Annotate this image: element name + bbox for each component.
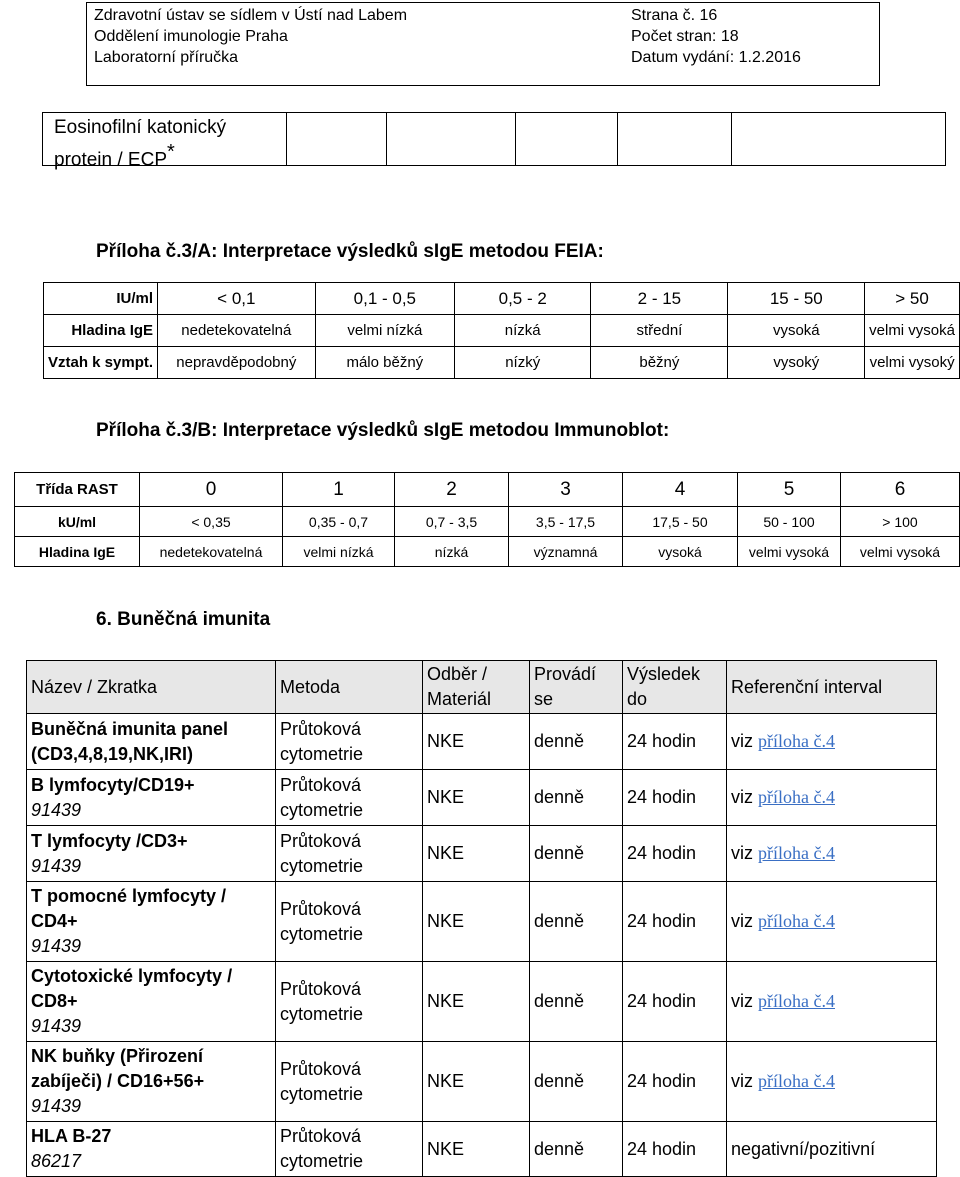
test-method: Průtoková cytometrie <box>276 826 423 882</box>
table-cell: 15 - 50 <box>728 283 865 315</box>
appendix-link[interactable]: příloha č.4 <box>758 843 835 863</box>
ecp-row <box>42 112 946 171</box>
table-cell: 3,5 - 17,5 <box>509 507 623 537</box>
table-cell: 1 <box>283 473 395 507</box>
test-method: Průtoková cytometrie <box>276 714 423 770</box>
test-performed: denně <box>530 882 623 962</box>
test-sample: NKE <box>423 962 530 1042</box>
col-header-name: Název / Zkratka <box>27 661 276 714</box>
table-cell: velmi vysoký <box>865 347 960 379</box>
table-cell: nepravděpodobný <box>158 347 316 379</box>
test-reference <box>727 714 937 770</box>
test-method: Průtoková cytometrie <box>276 962 423 1042</box>
cellular-title: 6. Buněčná imunita <box>96 609 271 630</box>
table-cell: 17,5 - 50 <box>623 507 738 537</box>
ref-prefix: viz <box>731 991 753 1011</box>
test-name-text: HLA B-27 <box>31 1126 112 1146</box>
test-reference <box>727 1122 937 1177</box>
test-performed: denně <box>530 770 623 826</box>
test-code: 91439 <box>31 799 82 820</box>
test-performed: denně <box>530 826 623 882</box>
test-result: 24 hodin <box>623 1042 727 1122</box>
table-row <box>27 826 937 882</box>
ecp-label <box>54 115 226 172</box>
table-cell: střední <box>591 315 728 347</box>
table-row <box>27 1122 937 1177</box>
table-cell: běžný <box>591 347 728 379</box>
test-name <box>27 714 276 770</box>
test-name <box>27 826 276 882</box>
table-row <box>44 347 960 379</box>
table-cell: 5 <box>738 473 841 507</box>
test-method: Průtoková cytometrie <box>276 1122 423 1177</box>
table-row <box>27 714 937 770</box>
appendix-link[interactable]: příloha č.4 <box>758 787 835 807</box>
document-header <box>86 2 880 86</box>
test-code: 91439 <box>31 1096 82 1116</box>
ecp-asterisk: * <box>167 141 175 163</box>
test-name <box>27 882 276 962</box>
table-cell: nízká <box>395 537 509 567</box>
ref-prefix: viz <box>731 787 753 807</box>
ecp-divider <box>386 113 387 165</box>
table-row <box>15 507 960 537</box>
table-row <box>27 770 937 826</box>
table-cell: vysoký <box>728 347 865 379</box>
table-cell: velmi vysoká <box>738 537 841 567</box>
table-cell: 6 <box>841 473 960 507</box>
table-cell: 0,7 - 3,5 <box>395 507 509 537</box>
test-reference <box>727 770 937 826</box>
table-cell: 50 - 100 <box>738 507 841 537</box>
table-cell: nedetekovatelná <box>158 315 316 347</box>
test-method: Průtoková cytometrie <box>276 770 423 826</box>
ref-prefix: negativní/pozitivní <box>731 1138 876 1159</box>
test-name-text: NK buňky (Přirození zabíječi) / CD16+56+ <box>31 1046 205 1091</box>
test-name-text: T pomocné lymfocyty / CD4+ <box>31 886 227 931</box>
col-header-sample: Odběr / Materiál <box>423 661 530 714</box>
table-row <box>27 1042 937 1122</box>
test-code: 86217 <box>31 1151 82 1171</box>
table-row <box>27 882 937 962</box>
ref-prefix: viz <box>731 911 753 931</box>
appendix-link[interactable]: příloha č.4 <box>758 991 835 1011</box>
table-row <box>27 962 937 1042</box>
ecp-divider <box>515 113 516 165</box>
row-header: Třída RAST <box>15 473 140 507</box>
table-cell: nízký <box>455 347 591 379</box>
table-cell: 2 - 15 <box>591 283 728 315</box>
appendix-a-table <box>43 282 960 379</box>
table-cell: 0,5 - 2 <box>455 283 591 315</box>
row-header: kU/ml <box>15 507 140 537</box>
table-cell: vysoká <box>623 537 738 567</box>
test-name <box>27 962 276 1042</box>
table-cell: 2 <box>395 473 509 507</box>
appendix-link[interactable]: příloha č.4 <box>758 1071 835 1091</box>
table-cell: nízká <box>455 315 591 347</box>
test-performed: denně <box>530 962 623 1042</box>
appendix-b-table <box>14 472 960 567</box>
test-sample: NKE <box>423 1122 530 1177</box>
test-name <box>27 1042 276 1122</box>
test-method: Průtoková cytometrie <box>276 882 423 962</box>
test-name-text: B lymfocyty/CD19+ <box>31 774 195 795</box>
appendix-link[interactable]: příloha č.4 <box>758 911 835 931</box>
test-result: 24 hodin <box>623 962 727 1042</box>
test-sample: NKE <box>423 882 530 962</box>
table-row <box>44 315 960 347</box>
row-header: Hladina IgE <box>15 537 140 567</box>
table-cell: málo běžný <box>315 347 454 379</box>
table-cell: 0 <box>140 473 283 507</box>
table-cell: velmi vysoká <box>841 537 960 567</box>
test-name-text: T lymfocyty /CD3+ <box>31 830 188 851</box>
table-cell: velmi nízká <box>315 315 454 347</box>
table-cell: významná <box>509 537 623 567</box>
table-cell: < 0,35 <box>140 507 283 537</box>
appendix-b-title: Příloha č.3/B: Interpretace výsledků sIgE metodou Immunoblot: <box>96 420 670 441</box>
table-row <box>15 473 960 507</box>
table-row <box>15 537 960 567</box>
test-result: 24 hodin <box>623 770 727 826</box>
test-name <box>27 770 276 826</box>
ecp-label-line2: protein / ECP <box>54 149 167 171</box>
table-cell: > 100 <box>841 507 960 537</box>
test-result: 24 hodin <box>623 714 727 770</box>
test-name-text: Cytotoxické lymfocyty / CD8+ <box>31 966 233 1011</box>
row-header: IU/ml <box>44 283 158 315</box>
test-reference <box>727 962 937 1042</box>
table-row <box>44 283 960 315</box>
table-cell: nedetekovatelná <box>140 537 283 567</box>
header-page: Strana č. 16 <box>631 7 718 24</box>
test-result: 24 hodin <box>623 1122 727 1177</box>
test-reference <box>727 882 937 962</box>
header-page-count: Počet stran: 18 <box>631 28 739 45</box>
appendix-a-title: Příloha č.3/A: Interpretace výsledků sIgE metodou FEIA: <box>96 241 604 262</box>
ref-prefix: viz <box>731 1071 753 1091</box>
test-result: 24 hodin <box>623 826 727 882</box>
ecp-label-line1: Eosinofilní katonický <box>54 117 227 138</box>
table-cell: 4 <box>623 473 738 507</box>
table-cell: 0,35 - 0,7 <box>283 507 395 537</box>
ref-prefix: viz <box>731 731 753 751</box>
col-header-method: Metoda <box>276 661 423 714</box>
ref-prefix: viz <box>731 843 753 863</box>
row-header: Hladina IgE <box>44 315 158 347</box>
test-reference <box>727 1042 937 1122</box>
table-cell: velmi nízká <box>283 537 395 567</box>
test-sample: NKE <box>423 1042 530 1122</box>
table-cell: > 50 <box>865 283 960 315</box>
header-institution: Zdravotní ústav se sídlem v Ústí nad Labem <box>94 7 408 24</box>
test-performed: denně <box>530 1122 623 1177</box>
test-code: 91439 <box>31 855 82 876</box>
ecp-divider <box>617 113 618 165</box>
table-cell: 0,1 - 0,5 <box>315 283 454 315</box>
table-cell: 3 <box>509 473 623 507</box>
cellular-table <box>26 660 937 1177</box>
test-name-text: Buněčná imunita panel (CD3,4,8,19,NK,IRI) <box>31 718 229 764</box>
ecp-divider <box>286 113 287 165</box>
table-header-row <box>27 661 937 714</box>
col-header-performed: Provádí se <box>530 661 623 714</box>
test-sample: NKE <box>423 826 530 882</box>
test-sample: NKE <box>423 770 530 826</box>
test-name <box>27 1122 276 1177</box>
test-performed: denně <box>530 1042 623 1122</box>
test-result: 24 hodin <box>623 882 727 962</box>
header-issue-date: Datum vydání: 1.2.2016 <box>631 49 801 66</box>
test-performed: denně <box>530 714 623 770</box>
test-code: 91439 <box>31 936 82 956</box>
header-manual: Laboratorní příručka <box>94 49 239 66</box>
row-header: Vztah k sympt. <box>44 347 158 379</box>
ecp-divider <box>731 113 732 165</box>
col-header-reference: Referenční interval <box>727 661 937 714</box>
test-reference <box>727 826 937 882</box>
appendix-link[interactable]: příloha č.4 <box>758 731 835 751</box>
table-cell: vysoká <box>728 315 865 347</box>
test-sample: NKE <box>423 714 530 770</box>
table-cell: < 0,1 <box>158 283 316 315</box>
test-code: 91439 <box>31 1016 82 1036</box>
table-cell: velmi vysoká <box>865 315 960 347</box>
col-header-result: Výsledek do <box>623 661 727 714</box>
test-method: Průtoková cytometrie <box>276 1042 423 1122</box>
header-department: Oddělení imunologie Praha <box>94 28 288 45</box>
